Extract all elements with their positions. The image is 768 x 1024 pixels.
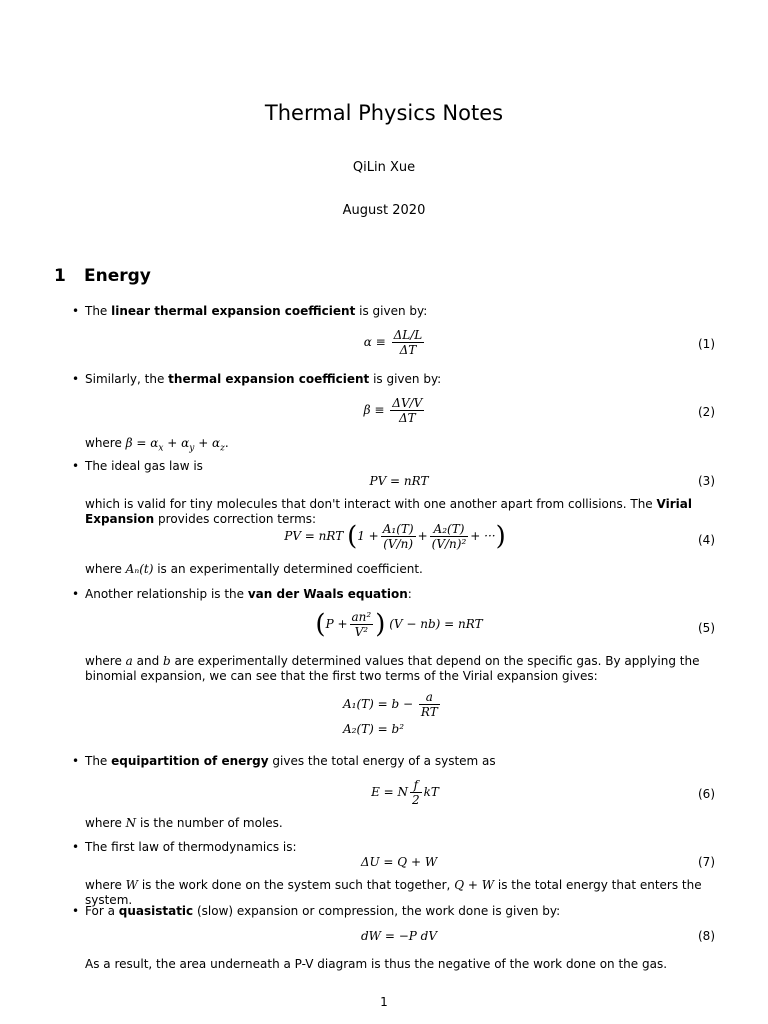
- text-run: .: [224, 436, 229, 450]
- bullet-marker: •: [72, 754, 80, 768]
- equation-3: [85, 474, 715, 490]
- equation-8: [85, 929, 715, 945]
- equation-number: (8): [698, 929, 715, 943]
- equation-body: dW = −P dV: [361, 929, 437, 943]
- math-inline: N: [125, 816, 137, 830]
- text-run: is given by:: [355, 304, 428, 318]
- text-run: where: [85, 562, 126, 576]
- math-inline: W: [125, 878, 139, 892]
- fraction: [390, 396, 424, 425]
- numerator: a: [419, 690, 440, 705]
- math-inline: β = α: [125, 436, 159, 450]
- numerator: f: [410, 778, 422, 793]
- text-run: provides correction terms:: [154, 512, 317, 526]
- math-inline: b: [163, 654, 171, 668]
- eq-term: kT: [423, 785, 439, 799]
- document-title: Thermal Physics Notes: [264, 101, 504, 125]
- equation-body: [85, 328, 685, 357]
- equation-body: ΔU = Q + W: [360, 855, 438, 869]
- fraction: [430, 522, 469, 551]
- equation-4: [85, 522, 715, 558]
- bullet-marker: •: [72, 840, 80, 854]
- equation-1: [85, 328, 715, 362]
- paren-right: ): [375, 609, 386, 640]
- denominator: RT: [420, 705, 438, 719]
- equation-number: (4): [698, 533, 715, 547]
- equation-a-terms: [85, 690, 715, 750]
- paragraph: As a result, the area underneath a P-V diagram is thus the negative of the work done on the gas.: [85, 957, 668, 971]
- math-sub: x: [158, 443, 164, 454]
- equation-number: (5): [698, 621, 715, 635]
- bold-term: thermal expansion coefficient: [168, 372, 370, 386]
- text-run: is the total energy that enters the system.: [85, 878, 702, 907]
- author: QiLin Xue: [352, 160, 416, 175]
- eq-lhs: A₁(T) = b −: [343, 697, 414, 711]
- eq-lhs: E = N: [371, 785, 409, 799]
- fraction: [381, 522, 416, 551]
- equation-2: [85, 396, 715, 430]
- math-inline: + α: [163, 436, 190, 450]
- eq-term: P +: [325, 617, 348, 631]
- page-number: 1: [380, 995, 388, 1009]
- text-run: is the work done on the system such that together,: [138, 878, 455, 892]
- text-run: gives the total energy of a system as: [268, 754, 496, 768]
- where-text: [85, 562, 715, 577]
- text-run: is given by:: [369, 372, 442, 386]
- paren-right: ): [495, 521, 506, 552]
- math-inline: + α: [194, 436, 221, 450]
- text-run: For a: [85, 904, 119, 918]
- paren-left: (: [315, 609, 326, 640]
- text-run: where: [85, 654, 126, 668]
- text-run: The: [85, 754, 112, 768]
- text-run: Another relationship is the: [85, 587, 248, 601]
- equation-number: (1): [698, 337, 715, 351]
- fraction: [419, 690, 440, 719]
- denominator: V²: [354, 625, 369, 639]
- math-inline: Q + W: [454, 878, 495, 892]
- eq-term: 1 +: [357, 529, 379, 543]
- bullet-marker: •: [72, 459, 80, 473]
- math-inline: a: [125, 654, 133, 668]
- text-run: where: [85, 436, 126, 450]
- equation-body: [85, 522, 695, 551]
- equation-number: (6): [698, 787, 715, 801]
- text-run: Similarly, the: [85, 372, 169, 386]
- bullet-text: [85, 754, 715, 769]
- eq-term: + ···: [470, 529, 496, 543]
- equation-row: A₂(T) = b²: [343, 722, 405, 736]
- bullet-text: [85, 304, 715, 319]
- equation-6: [85, 778, 715, 812]
- paragraph: [85, 654, 715, 684]
- section-heading: [54, 266, 151, 286]
- numerator: ΔL/L: [393, 328, 423, 342]
- where-text: [85, 816, 715, 831]
- bullet-text: [85, 904, 715, 919]
- date: August 2020: [342, 203, 426, 218]
- bullet-marker: •: [72, 372, 80, 386]
- bold-term: van der Waals equation: [247, 587, 408, 601]
- math-sub: z: [220, 443, 225, 454]
- text-run: is an experimentally determined coefficient.: [153, 562, 423, 576]
- numerator: ΔV/V: [392, 396, 423, 410]
- equation-5: [85, 610, 715, 646]
- eq-term: +: [417, 529, 428, 543]
- text-run: The: [85, 304, 112, 318]
- equation-body: PV = nRT: [369, 474, 429, 488]
- text-run: (slow) expansion or compression, the work done is given by:: [193, 904, 561, 918]
- equation-body: [85, 396, 685, 425]
- numerator: A₂(T): [430, 522, 469, 537]
- bold-term: Virial Expansion: [85, 497, 692, 526]
- text-run: is the number of moles.: [136, 816, 283, 830]
- equation-body: [85, 778, 705, 807]
- numerator: A₁(T): [382, 522, 414, 536]
- equation-row: [343, 690, 442, 719]
- denominator: ΔT: [399, 343, 417, 357]
- bullet-marker: •: [72, 904, 80, 918]
- equation-number: (7): [698, 855, 715, 869]
- bullet-text: The ideal gas law is: [85, 459, 203, 473]
- text-run: where: [85, 816, 126, 830]
- math-inline: Aₙ(t): [125, 562, 154, 576]
- bullet-marker: •: [72, 304, 80, 318]
- bullet-text: [85, 587, 715, 602]
- fraction: [410, 778, 422, 807]
- text-run: where: [85, 878, 126, 892]
- bold-term: equipartition of energy: [111, 754, 269, 768]
- text-run: are experimentally determined values that depend on the specific gas. By applying the binomial expansion, we can see that the first two terms of the Virial expansion gives:: [85, 654, 700, 683]
- text-run: and: [132, 654, 164, 668]
- bold-term: linear thermal expansion coefficient: [111, 304, 356, 318]
- equation-body: [85, 610, 699, 639]
- text-run: :: [407, 587, 412, 601]
- eq-lhs: α ≡: [363, 335, 386, 349]
- eq-lhs: β ≡: [363, 403, 385, 417]
- eq-term: (V − nb) = nRT: [389, 617, 483, 631]
- denominator: 2: [412, 793, 420, 807]
- eq-lhs: PV = nRT: [284, 529, 344, 543]
- equation-number: (2): [698, 405, 715, 419]
- paren-left: (: [347, 521, 358, 552]
- section-number: 1: [54, 266, 66, 286]
- denominator: (V/n): [383, 537, 414, 551]
- equation-7: [85, 855, 715, 871]
- numerator: an²: [351, 610, 372, 624]
- bullet-text: [85, 372, 715, 387]
- fraction: [350, 610, 374, 639]
- bullet-text: The first law of thermodynamics is:: [85, 840, 297, 854]
- bold-term: quasistatic: [118, 904, 194, 918]
- section-title: Energy: [84, 266, 151, 286]
- fraction: [392, 328, 425, 357]
- bullet-marker: •: [72, 587, 80, 601]
- equation-number: (3): [698, 474, 715, 488]
- math-sub: y: [189, 443, 195, 454]
- text-run: which is valid for tiny molecules that don't interact with one another apart from collisions. The: [85, 497, 657, 511]
- denominator: (V/n)²: [431, 537, 467, 551]
- denominator: ΔT: [398, 411, 416, 425]
- where-text: [85, 436, 715, 456]
